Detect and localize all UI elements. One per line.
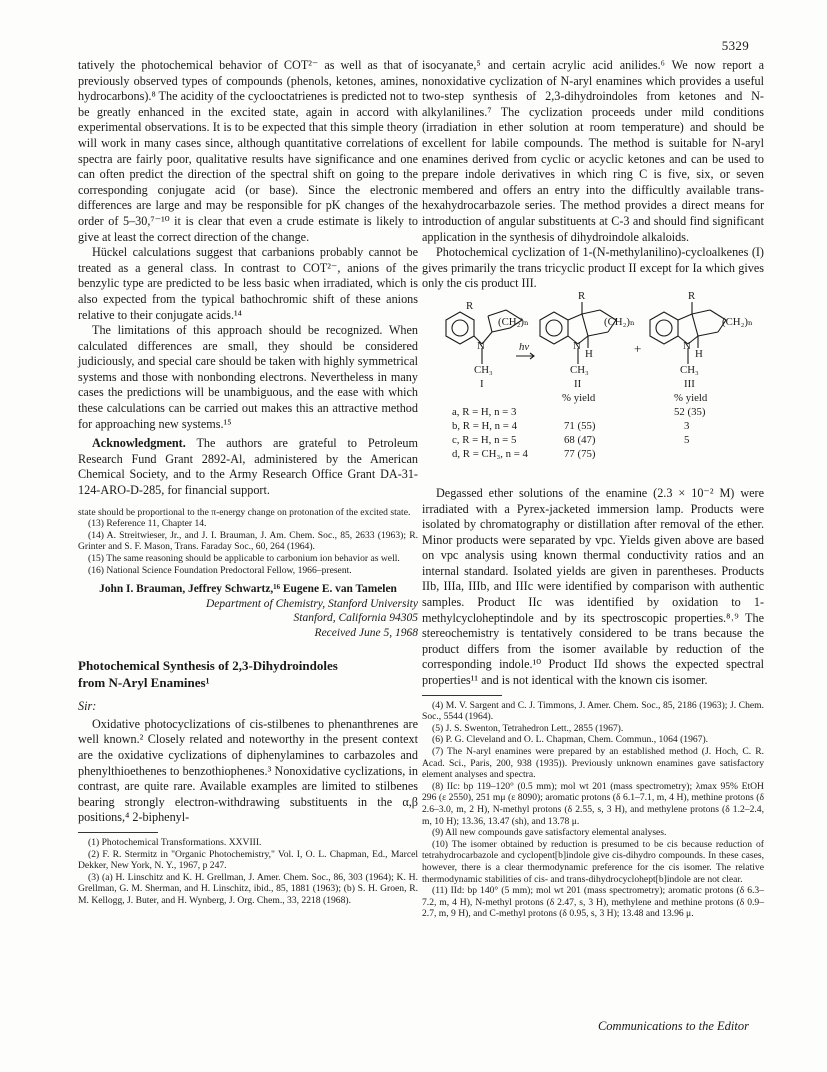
body-paragraph: isocyanate,⁵ and certain acrylic acid anilides.⁶ We now report a nonoxidative cyclization of N-aryl enamines which provides a useful two-step synthesis of 2,3-dihydroindoles from ketones and N-alkylanilines.⁷ The cyclization proceeds under mild conditions (irradiation in ether solution at room temperature) and should be excellent for labile compounds. The method is suitable for N-aryl enamines derived from cyclic or acyclic ketones and can be used to prepare indole derivatives in which ring C is five, six, or seven membered and offers an entry into the difficultly available trans-hexahydrocarbazole series. The method provides a direct means for introduction of angular substituents at C-3 and should find significant application in the synthesis of dihydroindole alkaloids. — [422, 58, 764, 244]
article-title — [78, 658, 418, 691]
authors: John I. Brauman, Jeffrey Schwartz,¹⁶ Eugene E. van Tamelen — [99, 583, 397, 596]
label-ch3: CH₃ — [474, 363, 493, 376]
byline — [78, 582, 418, 640]
footnote: (15) The same reasoning should be applicable to carbonium ion behavior as well. — [88, 553, 400, 564]
row-label: d, R = CH₃, n = 4 — [452, 447, 528, 460]
footnote: (11) IId: bp 140° (5 mm); mol wt 201 (mass spectrometry); aromatic protons (δ 6.3–7.2, m, 4 H), N-methyl protons (δ 2.47, s, 3 H), methylene and methine protons (δ 0.9–2.7, m, 9 H), and C-methyl protons (δ 0.95, s, 3 H); 13.48 and 13.96 μ. — [422, 885, 764, 920]
label-hv: hν — [519, 340, 530, 353]
label-ch2n: (CH₂)ₙ — [722, 315, 753, 328]
label-ch3: CH₃ — [680, 363, 699, 376]
right-column — [422, 58, 764, 920]
body-paragraph: The limitations of this approach should be recognized. When calculated differences are small, they should be considered judiciously, and special care should be taken with highly symmetrical systems and those with nonbonding electrons. Nevertheless in many cases the predictions will be unambiguous, and the ease with which these calculations can be carried out makes this an attractive method for approaching new systems.¹⁵ — [78, 323, 418, 431]
acknowledgment-text: The authors are grateful to Petroleum Research Fund Grant 2892-Al, administered by the American Chemical Society, and to the Army Research Office Grant DA-31-124-ARO-D-285, for financial support. — [78, 436, 418, 498]
footnotes-lower — [78, 837, 418, 907]
footnotes-upper — [78, 507, 418, 577]
acknowledgment — [78, 436, 418, 498]
yield-ii: 77 (75) — [564, 447, 596, 460]
page-footer: Communications to the Editor — [597, 1019, 749, 1033]
footnote: (2) F. R. Stermitz in "Organic Photochemistry," Vol. I, O. L. Chapman, Ed., Marcel Dekker, New York, N. Y., 1967, p 247. — [78, 848, 418, 872]
body-paragraph: tatively the photochemical behavior of COT²⁻ as well as that of previously observed types of compounds (phenols, ketones, amines, hydrocarbons).⁸ The acidity of the cyclooctatrienes is predicted not to be greatly enhanced in the excited state, again in accord with experimental observations. It is to be expected that this simple theory will work in many cases since, although quantitative correlations of spectra are fairly poor, qualitative results have significance and one can often predict the direction of the spectral shift on going to the corresponding conjugate acid (or base). Since the electronic differences are large and may be responsible for pK changes of the order of 5–30,⁷⁻¹⁰ it is clear that even a crude estimate is likely to give at least the correct direction of the change. — [78, 58, 418, 244]
yield-iii: 52 (35) — [674, 405, 706, 418]
department: Department of Chemistry, Stanford University — [206, 597, 418, 610]
row-label: b, R = H, n = 4 — [452, 419, 517, 432]
footnote: (10) The isomer obtained by reduction is presumed to be cis because reduction of tetrahydrocarbazole and cyclopent[b]indole give cis-dihydro compounds. In these cases, however, there is a clear thermodynamic preference for the cis isomer. The relative thermodynamic stabilities of cis- and trans-dihydrocyclohept[b]indole are not clear. — [422, 838, 764, 885]
footnote: (3) (a) H. Linschitz and K. H. Grellman, J. Amer. Chem. Soc., 86, 303 (1964); K. H. Grellman, G. M. Sherman, and H. Linschitz, ibid., 85, 1881 (1963); (b) S. H. Groen, R. M. Kellogg, J. Buter, and H. Wynberg, J. Org. Chem., 33, 2218 (1968). — [78, 871, 418, 906]
benzene-ring — [540, 312, 568, 344]
body-paragraph: Photochemical cyclization of 1-(N-methylanilino)-cycloalkenes (I) gives primarily the trans tricyclic product II except for Ia which gives only the cis product III. — [422, 245, 764, 291]
footnote: state should be proportional to the π-energy change on protonation of the excited state. — [78, 506, 411, 518]
reaction-scheme — [422, 289, 764, 498]
row-label: c, R = H, n = 5 — [452, 433, 517, 446]
footnote: (9) All new compounds gave satisfactory elemental analyses. — [432, 827, 667, 839]
yield-header-iii: % yield — [674, 391, 708, 404]
label-compound-i: I — [480, 377, 484, 390]
label-n: N — [477, 339, 485, 352]
footnote: (1) Photochemical Transformations. XXVIII. — [88, 836, 262, 848]
body-paragraph: Degassed ether solutions of the enamine (2.3 × 10⁻² M) were irradiated with a Pyrex-jacketed immersion lamp. Products were isolated by chromatography or distillation after removal of the ether. Minor products were separated by vpc. Yields given above are based on vpc analysis using known thermal conductivity ratios and an internal standard. Isolated yields are given in parentheses. Products IIb, IIIa, IIIb, and IIIc were identified by comparison with authentic samples. Product IIc was identified by oxidation to 1-methylcycloheptindole and by its spectroscopic properties.⁸˒⁹ The stereochemistry is tentatively considered to be trans because the product differs from the isomer available by reduction of the corresponding indole.¹⁰ Product IId shows the expected spectral properties¹¹ and is not identical with the known cis isomer. — [422, 485, 764, 688]
aromatic-circle — [452, 320, 468, 336]
footnote: (16) National Science Foundation Predoctoral Fellow, 1966–present. — [88, 564, 352, 576]
footnote: (8) IIc: bp 119–120° (0.5 mm); mol wt 201 (mass spectrometry); λmax 95% EtOH 296 (ε 2550), 251 mμ (ε 8090); aromatic protons (δ 6.1–7.1, m, 4 H), methine protons (δ 2.6–3.0, m, 2 H), N-methyl protons (δ 2.55, s, 3 H), and methylene protons (δ 1.2–2.4, m, 10 H); 13.36, 13.47 (sh), and 13.78 μ. — [422, 780, 764, 827]
page-number: 5329 — [721, 38, 749, 53]
label-plus: + — [634, 340, 642, 356]
footnote: (6) P. G. Cleveland and O. L. Chapman, Chem. Commun., 1064 (1967). — [432, 734, 709, 746]
benzene-ring — [650, 312, 678, 344]
label-n: N — [683, 339, 691, 352]
body-paragraph: Hückel calculations suggest that carbanions probably cannot be treated as a general class. In contrast to COT²⁻, anions of the benzylic type are predicted to be less basic when irradiated, which is also expected from the typical bathochromic shift of these anions relative to their conjugate acids.¹⁴ — [78, 245, 418, 322]
label-r: R — [578, 289, 586, 302]
label-ch2n: (CH₂)ₙ — [604, 315, 635, 328]
footnote-rule — [422, 695, 502, 696]
salutation: Sir: — [78, 699, 97, 714]
footnote: (4) M. V. Sargent and C. J. Timmons, J. Amer. Chem. Soc., 85, 2186 (1963); J. Chem. Soc., 5544 (1964). — [422, 699, 764, 723]
title-line: from N-Aryl Enamines¹ — [78, 674, 210, 690]
received-date: Received June 5, 1968 — [314, 626, 418, 639]
footnotes-right — [422, 700, 764, 920]
label-compound-iii: III — [684, 377, 695, 390]
footnote: (14) A. Streitwieser, Jr., and J. I. Brauman, J. Am. Chem. Soc., 85, 2633 (1963); R. Grinter and S. F. Mason, Trans. Faraday Soc., 60, 264 (1964). — [78, 529, 418, 553]
footnote: (7) The N-aryl enamines were prepared by an established method (J. Hoch, C. R. Acad. Sci., Paris, 200, 938 (1935)). Previously unknown enamines gave satisfactory element analyses and spectra. — [422, 746, 764, 781]
left-column — [78, 58, 418, 907]
yield-iii: 5 — [684, 433, 690, 446]
label-r: R — [466, 299, 474, 312]
yield-header-ii: % yield — [562, 391, 596, 404]
label-compound-ii: II — [574, 377, 582, 390]
aromatic-circle — [546, 320, 562, 336]
title-line: Photochemical Synthesis of 2,3-Dihydroindoles — [78, 658, 338, 674]
footnote-rule — [78, 832, 158, 833]
yield-ii: 71 (55) — [564, 419, 596, 432]
label-n: N — [573, 339, 581, 352]
label-ch2n: (CH₂)ₙ — [498, 315, 529, 328]
benzene-ring — [446, 312, 474, 344]
yield-ii: 68 (47) — [564, 433, 596, 446]
label-ch3: CH₃ — [570, 363, 589, 376]
footnote: (13) Reference 11, Chapter 14. — [88, 518, 207, 530]
body-paragraph: Oxidative photocyclizations of cis-stilbenes to phenanthrenes are well known.² Closely related and noteworthy in the present context are the oxidative cyclizations of diphenylamines to carbazoles and phenylthioethenes to benzothiophenes.³ Nonoxidative cyclizations, in contrast, are quite rare. Available examples are limited to stilbenes bearing strongly electron-withdrawing substituents in the α,β positions,⁴ 2-biphenyl- — [78, 716, 418, 825]
label-h: H — [585, 347, 593, 360]
row-label: a, R = H, n = 3 — [452, 405, 517, 418]
yield-iii: 3 — [684, 419, 690, 432]
footnote: (5) J. S. Swenton, Tetrahedron Lett., 2855 (1967). — [432, 722, 624, 734]
location: Stanford, California 94305 — [293, 612, 418, 625]
label-h: H — [695, 347, 703, 360]
aromatic-circle — [656, 320, 672, 336]
label-r: R — [688, 289, 696, 302]
acknowledgment-heading: Acknowledgment. — [92, 436, 186, 451]
